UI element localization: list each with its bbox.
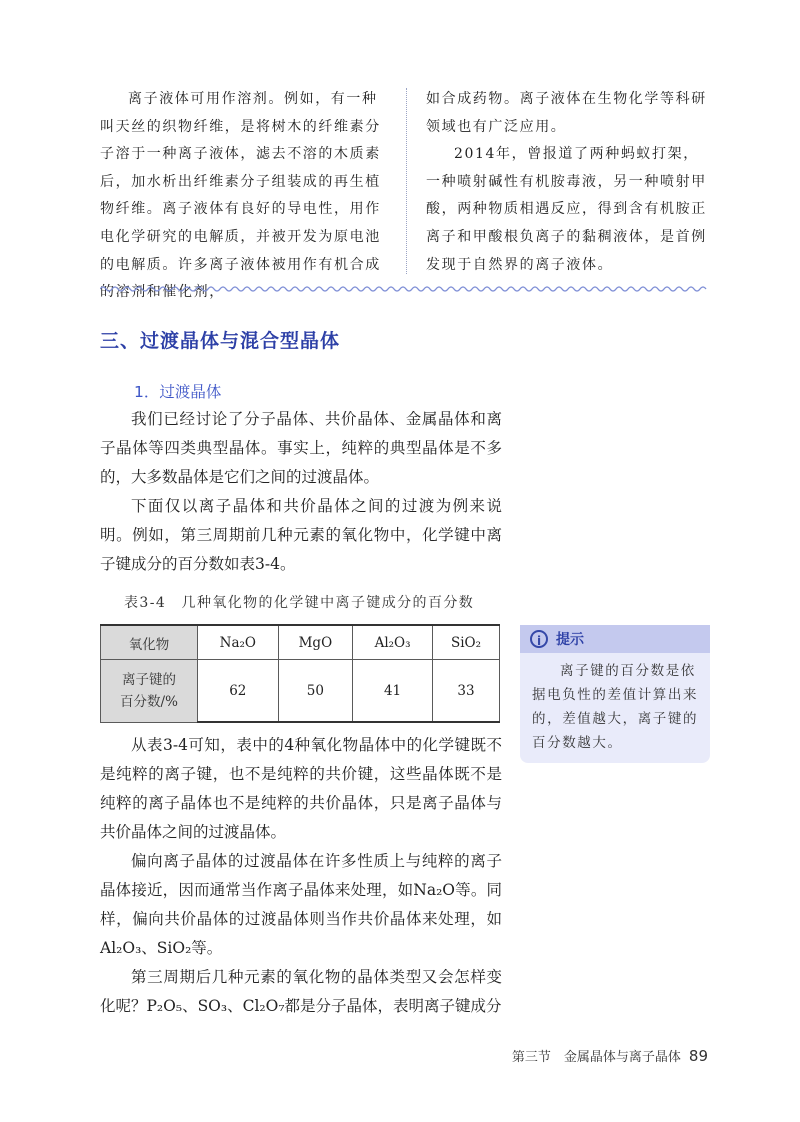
body-paragraph: 偏向离子晶体的过渡晶体在许多性质上与纯粹的离子晶体接近，因而通常当作离子晶体来处理，如Na₂O等。同样，偏向共价晶体的过渡晶体则当作共价晶体来处理，如Al₂O₃、SiO₂等。 (100, 852, 502, 957)
table-cell: 33 (432, 660, 499, 723)
page-number: 89 (688, 1047, 708, 1065)
body-paragraph: 从表3-4可知，表中的4种氧化物晶体中的化学键既不是纯粹的离子键，也不是纯粹的共价键，这些晶体既不是纯粹的离子晶体也不是纯粹的共价晶体，只是离子晶体与共价晶体之间的过渡晶体。 (100, 736, 502, 841)
hint-body: 离子键的百分数是依据电负性的差值计算出来的，差值越大，离子键的百分数越大。 (532, 663, 699, 751)
body-paragraph: 下面仅以离子晶体和共价晶体之间的过渡为例来说明。例如，第三周期前几种元素的氧化物中，化学键中离子键成分的百分数如表3-4。 (100, 497, 502, 573)
reading-paragraph: 离子液体可用作溶剂。例如，有一种叫天丝的织物纤维，是将树木的纤维素分子溶于一种离子液体，滤去不溶的木质素后，加水析出纤维素分子组装成的再生植物纤维。离子液体有良好的导电性，用作电化学研究的电解质，并被开发为原电池的电解质。许多离子液体被用作有机合成的溶剂和催化剂， (100, 91, 381, 301)
body-paragraph: 第三周期后几种元素的氧化物的晶体类型又会怎样变化呢？P₂O₅、SO₃、Cl₂O₇都是分子晶体，表明离子键成分 (100, 968, 502, 1015)
hint-header (520, 625, 710, 653)
footer-section-title: 第三节 金属晶体与离子晶体 (511, 1050, 681, 1065)
subsection-title: 1．过渡晶体 (134, 383, 222, 401)
section-title: 三、过渡晶体与混合型晶体 (100, 330, 341, 352)
table-column-header: SiO₂ (432, 625, 499, 660)
hint-title: 提示 (556, 632, 584, 648)
table-column-header: Al₂O₃ (353, 625, 433, 660)
reading-paragraph: 如合成药物。离子液体在生物化学等科研领域也有广泛应用。 (426, 91, 707, 135)
row-label-line: 百分数/% (120, 693, 178, 710)
body-text-a (100, 405, 502, 579)
table-cell: 50 (278, 660, 353, 723)
reading-box-right (426, 86, 713, 279)
table-cell: 41 (353, 660, 433, 723)
column-divider (406, 88, 407, 274)
table-row-label (101, 660, 198, 723)
table-column-header: MgO (278, 625, 353, 660)
page-footer (512, 1046, 708, 1065)
hint-box (520, 625, 710, 763)
reading-box-left (100, 86, 390, 307)
oxide-table (100, 624, 500, 723)
table-cell: 62 (198, 660, 279, 723)
body-text-b (100, 731, 502, 1021)
row-label-line: 离子键的 (122, 671, 176, 688)
body-paragraph: 我们已经讨论了分子晶体、共价晶体、金属晶体和离子晶体等四类典型晶体。事实上，纯粹的典型晶体是不多的，大多数晶体是它们之间的过渡晶体。 (100, 410, 502, 486)
info-icon: i (530, 630, 548, 648)
table-row (101, 660, 500, 723)
wavy-divider (100, 284, 710, 294)
table-caption: 表3-4 几种氧化物的化学键中离子键成分的百分数 (124, 595, 475, 611)
reading-paragraph: 2014年，曾报道了两种蚂蚁打架，一种喷射碱性有机胺毒液，另一种喷射甲酸，两种物质相遇反应，得到含有机胺正离子和甲酸根负离子的黏稠液体，是首例发现于自然界的离子液体。 (426, 146, 707, 273)
table-header-row (101, 625, 500, 660)
table-column-header: Na₂O (198, 625, 279, 660)
table-header-label: 氧化物 (101, 625, 198, 660)
